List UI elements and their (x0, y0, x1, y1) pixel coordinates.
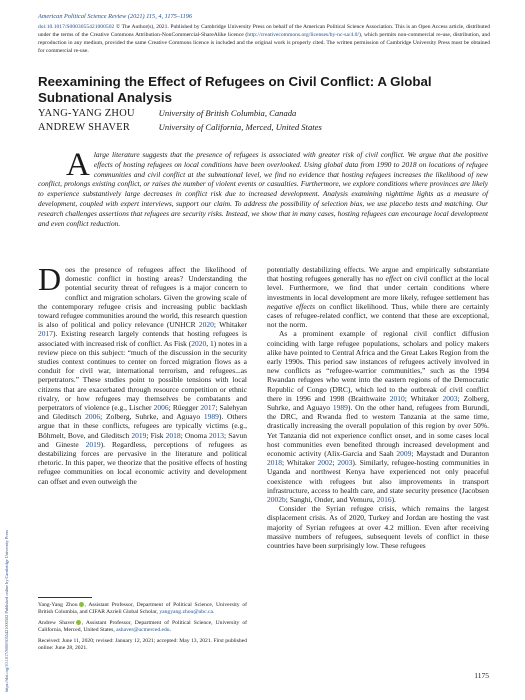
text-run: ). Existing research largely contends that hosting refugees is associated with increased risk of conflict. As Fisk ( (38, 329, 247, 348)
running-head: American Political Science Review (2021) 115, 4, 1175–1196 (38, 13, 193, 20)
citation-link[interactable]: 2019 (131, 430, 147, 440)
text-run: , Assistant Professor, Department of Political Science, University of British Columbia, and CIFAR Azrieli Global Scholar, (38, 602, 247, 616)
text-run: ; Savun and Gineste (38, 430, 247, 449)
citation-link[interactable]: 2018 (165, 430, 181, 440)
email-link[interactable]: yangyang.zhou@ubc.ca (159, 609, 213, 616)
author-name: YANG-YANG ZHOU (38, 108, 135, 119)
copyright-text-2: ), which permits non-commercial re-use, distribution, and reproduction in any medium, provided the same Creative Commons licence is included and the original work is properly cited. The written permission of Cambridge University Press must be obtained for commercial re-use. (38, 32, 491, 54)
body-dropcap: D (38, 261, 62, 297)
citation-link[interactable]: 2006 (153, 403, 169, 413)
text-run: ; Whitaker (213, 320, 247, 330)
emphasis: negative effects (267, 301, 315, 311)
text-run: ; Whitaker (404, 393, 443, 403)
author-affiliation: University of California, Merced, United States (158, 122, 322, 132)
author-affiliation: University of British Columbia, Canada (158, 108, 297, 118)
citation-link[interactable]: 2017 (38, 329, 53, 339)
text-run: ; Whitaker (282, 458, 318, 468)
citation-link[interactable]: 2002b (267, 495, 286, 505)
author-2 (38, 121, 322, 134)
abstract (38, 147, 488, 228)
citation-link[interactable]: 2006 (85, 412, 101, 422)
citation-link[interactable]: 2003 (337, 458, 353, 468)
body-column-right (267, 265, 489, 550)
citation-link[interactable]: 2017 (200, 403, 216, 413)
author-name: ANDREW SHAVER (38, 122, 131, 133)
text-run: ). Regardless, perceptions of refugees as destabilizing forces are pervasive in the literature and political rhetoric. In this paper, we theorize that the positive effects of hosting refugee communities on local economic activity and development can offset and even outweigh the (38, 439, 247, 486)
text-run: ; (332, 458, 338, 468)
text-run: ). (391, 495, 396, 505)
footnote (38, 602, 247, 617)
text-run: ). Similarly, refugee-hosting communities in Uganda and northwest Kenya have experienced not only peaceful coexistence with refugees but also improvements in transport infrastructure, access to health care, and state security presence (Jacobsen (267, 458, 489, 495)
text-run: , Assistant Professor, Department of Political Science, University of California, Merced, United States, (38, 619, 247, 634)
text-run: ; Salehyan and Gleditsch (38, 403, 247, 422)
author-1 (38, 107, 296, 120)
text-run: on conflict likelihood. Thus, while there are certainly cases of refugee-related conflict, we contend that these are exceptional, not the norm. (267, 301, 489, 330)
text-run: ; Zolberg, Suhrke, and Aguayo (267, 393, 490, 413)
citation-link[interactable]: 2018 (267, 458, 282, 468)
citation-link[interactable]: 2013 (209, 430, 225, 440)
footnote-divider (38, 597, 92, 598)
text-run: As a prominent example of regional civil conflict diffusion coinciding with large refugee populations, scholars and policy makers alike have pointed to Central Africa and the Great Lakes Region from the early 1990s. This period saw instances of refugees actively involved in new conflicts as “refugee-warrior communities,” such as the 1994 Rwandan refugees who went into the eastern regions of the Democratic Republic of Congo (DRC), which led to the outbreak of civil conflict there in 1996 and 1998 (Braithwaite (267, 329, 489, 403)
side-doi-text[interactable]: https://doi.org/10.1017/S0003055421000502 Published online by Cambridge University Press (4, 529, 9, 692)
text-run: . (169, 627, 171, 634)
orcid-icon[interactable] (76, 620, 81, 625)
body-column-left (38, 261, 247, 486)
text-run: ; Zolberg, Suhrke, and Aguayo (100, 412, 204, 422)
body-paragraph (38, 261, 247, 486)
page-number: 1175 (474, 671, 489, 680)
text-run: on civil conflict at the local level. Furthermore, we find that under certain conditions where investments in local development are more likely, refugee settlement has (267, 274, 489, 302)
citation-link[interactable]: 2020 (191, 338, 207, 348)
text-run: oes the presence of refugees affect the likelihood of domestic conflict in hosting areas? Understanding the potential security threat of refugees is a major concern to conflict and migration scholars. Given the growing scale of the contemporary refugee crisis and increasing public backlash toward refugee communities around the world, this research question is also of political and policy relevance (UNHCR (38, 265, 247, 330)
citation-link[interactable]: 2019 (85, 439, 101, 449)
text-run: . (212, 609, 215, 616)
footnote-author: Andrew Shaver (38, 619, 75, 626)
body-paragraph (267, 265, 489, 329)
body-paragraph (267, 329, 489, 504)
article-title: Reexamining the Effect of Refugees on Civil Conflict: A Global Subnational Analysis (38, 74, 432, 105)
citation-link[interactable]: 2009 (396, 449, 412, 459)
copyright-text-1: © The Author(s), 2021. Published by Cambridge University Press on behalf of the American Political Science Association. This is an Open Access article, distributed under the terms of the Creative Commons Attribution-NonCommercial-ShareAlike licence ( (38, 24, 490, 38)
license-link[interactable]: http://creativecommons.org/licenses/by-nc-sa/4.0/ (247, 32, 360, 38)
citation-link[interactable]: 2016 (376, 495, 392, 505)
citation-link[interactable]: 2003 (442, 393, 458, 403)
orcid-icon[interactable] (79, 602, 84, 607)
email-link[interactable]: ashaver@ucmerced.edu (116, 627, 170, 634)
text-run: ; Fisk (146, 430, 166, 440)
text-run: ; Rüegger (168, 403, 201, 413)
text-run: potentially destabilizing effects. We argue and empirically substantiate that hosting refugees generally has (267, 265, 489, 284)
doi-link[interactable]: doi:10.1017/S0003055421000502 (38, 24, 115, 30)
text-run: ; Sanghi, Onder, and Vemuru, (285, 495, 377, 505)
copyright-notice (38, 23, 490, 55)
text-run: ; Onoma (180, 430, 210, 440)
abstract-text: large literature suggests that the presence of refugees is associated with greater risk of civil conflict. We argue that the positive effects of hosting refugees on local conditions have been overlooked. Using global data from 1990 to 2018 on locations of refugee communities and civil conflict at the subnational level, we find no evidence that hosting refugees increases the likelihood of new conflict, prolongs existing conflict, or raises the number of violent events or casualties. Furthermore, we explore conditions where provinces are likely to experience substantively large decreases in conflict risk due to increased development. Analysis examining nighttime lights as a measure of development, coupled with expert interviews, support our claim. To address the possibility of selection bias, we use placebo tests and matching. Our research challenges assertions that refugees are security risks. Instead, we show that in many cases, hosting refugees can encourage local development and even conflict reduction. (38, 150, 488, 228)
abstract-dropcap: A (66, 147, 90, 183)
author-footnotes (38, 602, 247, 655)
received-dates: Received: June 11, 2020; revised: January 12, 2021; accepted: May 13, 2021. First published online: June 28, 2021. (38, 637, 247, 652)
text-run: , 1) notes in a review piece on this subject: “much of the discussion in the security studies context continues to center on forced migration flows as a conduit for civil war, international terrorism, and refugees...as perpetrators.” These studies point to possible tensions with local citizens that are exacerbated through resource competition or ethnic rivalry, or how refugees may themselves be combatants and perpetrators of violence (e.g., Lischer (38, 338, 247, 413)
body-paragraph: Consider the Syrian refugee crisis, which remains the largest displacement crisis. As of 2020, Turkey and Jordan are hosting the vast majority of Syrian refugees at over 4.2 million. Even after receiving massive numbers of refugees, subsequent levels of conflict in these countries have been surprisingly low. These refugees (267, 504, 489, 551)
citation-link[interactable]: 2020 (198, 320, 214, 330)
citation-link[interactable]: 2002 (317, 458, 333, 468)
citation-link[interactable]: 1989 (332, 403, 348, 413)
citation-link[interactable]: 2010 (389, 393, 405, 403)
text-run: ). On the other hand, refugees from Burundi, the DRC, and Rwanda fled to western Tanzania at the same time, drastically increasing the overall population of this region by over 50%. Yet Tanzania did not experience conflict onset, and in some cases local host communities even benefited through increased development and economic activity (Alix-Garcia and Saah (267, 403, 489, 459)
citation-link[interactable]: 1989 (203, 412, 219, 422)
emphasis: no effect (375, 274, 402, 284)
footnote-author: Yang-Yang Zhou (38, 602, 78, 608)
text-run: ; Maystadt and Duranton (411, 449, 489, 459)
text-run: ). Others argue that in these conflicts, refugees are typically victims (e.g., Böhmelt, Bove, and Gleditsch (38, 412, 247, 440)
footnote (38, 620, 247, 635)
